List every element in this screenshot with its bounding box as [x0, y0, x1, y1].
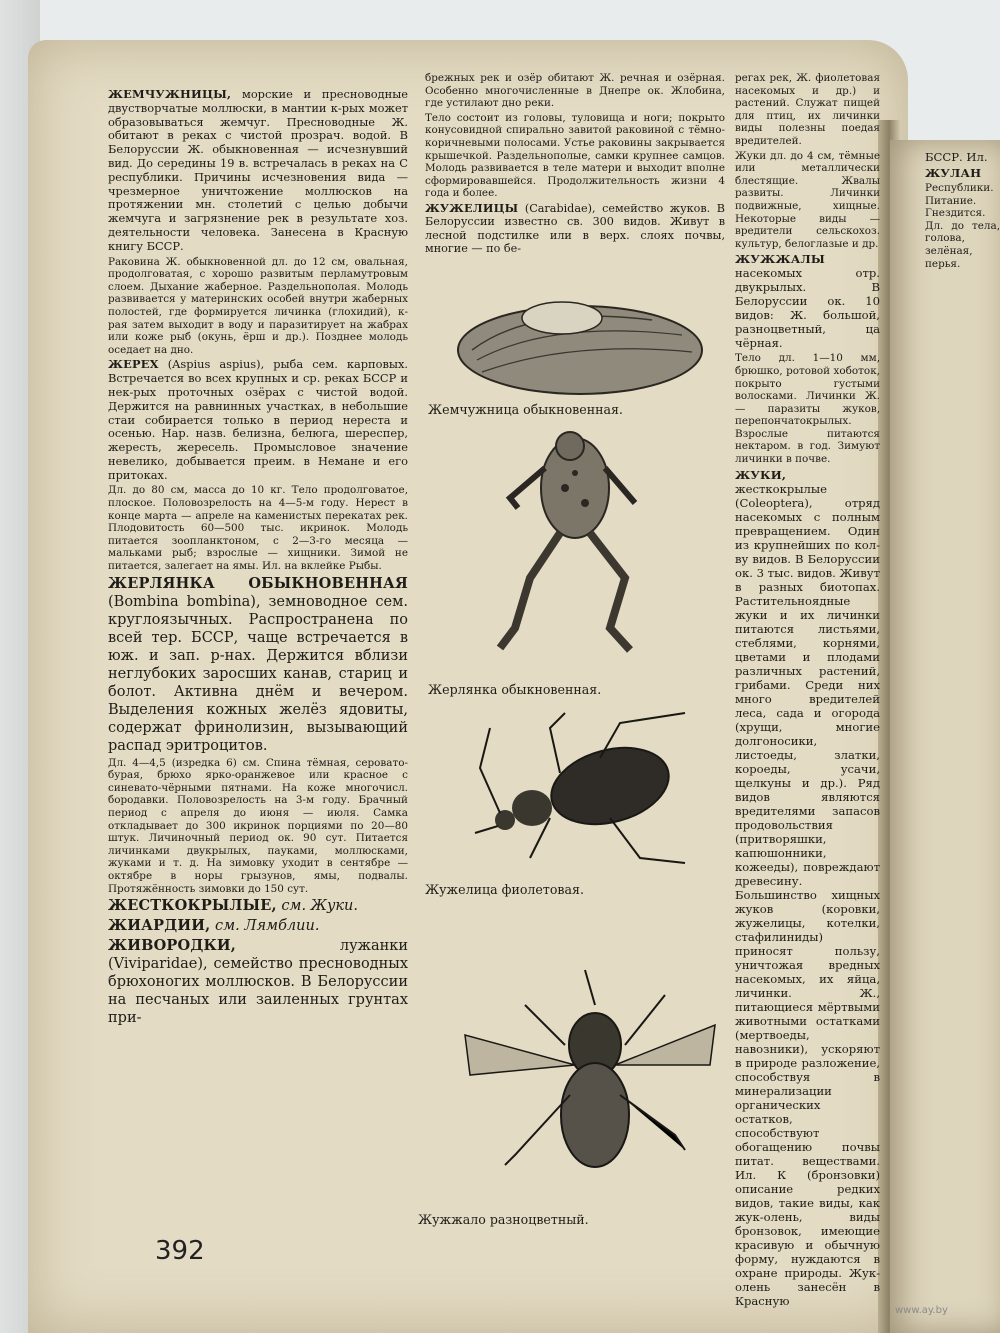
entry-zhestkokrylye — [108, 897, 408, 915]
bee-fly-illustration — [455, 965, 725, 1185]
caption-toad: Жерлянка обыкновенная. — [428, 682, 602, 697]
entry-zhiardii — [108, 917, 408, 935]
watermark: www.ay.by — [895, 1305, 948, 1316]
headword: ЖЕСТКОКРЫЛЫЕ, — [108, 897, 277, 915]
facing-headword: ЖУЛАН — [925, 166, 982, 180]
entry-zhuzhzhaly — [735, 252, 880, 350]
entry-detail: Раковина Ж. обыкновенной дл. до 12 см, овальная, продолговатая, с хорошо развитым перламутровым слоем. Дыхание жаберное. Раздельнополая. Молодь развивается у материнских особей внутри жаберных полостей, где формируется личинка (глохидий), к-рая затем выходит в воду и паразитирует на жабрах или коже рыб (окунь, ёрш и др.). Позднее молодь оседает на дно. — [108, 255, 408, 356]
headword: ЖИВОРОДКИ, — [108, 937, 236, 955]
caption-shell: Жемчужница обыкновенная. — [428, 402, 623, 417]
entry-zherekh — [108, 358, 408, 482]
entry-continuation: регах рек, Ж. фиолетовая насекомых и др.) и растений. Служат пищей для птиц, их личинки виды полезны поедая вредителей. — [735, 72, 880, 147]
column-4 — [925, 150, 1000, 272]
mussel-shell-illustration — [452, 290, 712, 400]
entry-detail: Тело дл. 1—10 мм, брюшко, ротовой хоботок, покрыто густыми волосками. Личинки Ж. — паразиты жуков, перепончатокрылых. Взрослые питаются нектаром. в год. Зимуют личинки в почве. — [735, 352, 880, 466]
page-number: 392 — [155, 1236, 205, 1266]
ground-beetle-illustration — [470, 708, 700, 868]
headword: ЖУКИ, — [735, 467, 787, 482]
entry-text: жесткокрылые (Coleoptera), отряд насекомых с полным превращением. Один из крупнейших по кол-ву видов. В Белоруссии ок. 3 тыс. видов. Живут в разных биотопах. Растительноядные жуки и их личинки питаются листьями, стеблями, корнями, цветами и плодами различных растений, грибами. Среди них много вредителей леса, сада и огорода (хрущи, многие долгоносики, листоеды, златки, короеды, усачи, щелкуны и др.). Ряд видов являются вредителями запасов продовольствия (притворяшки, капюшонники, кожееды), повреждают древесину. Большинство хищных жуков (коровки, жужелицы, котелки, стафилиниды) приносят пользу, уничтожая вредных насекомых, их яйца, личинки. Ж., питающиеся мёртвыми животными остатками (мертвоеды, навозники), ускоряют в природе разложение, способствуя в минерализации органических остатков, способствуют обогащению почвы питат. веществами. Ил. К (бронзовки) описание редких видов, такие виды, как жук-олень, виды бронзовок, имеющие красивую и обычную форму, нуждаются в охране природы. Жук-олень занесён в Красную — [735, 481, 880, 1308]
entry-zhivorodki — [108, 937, 408, 1027]
facing-text: БССР. Ил. — [925, 150, 988, 164]
entry-detail: Тело состоит из головы, туловища и ноги; покрыто конусовидной спирально завитой раковиной с тёмно-коричневыми полосами. Устье раковины закрывается крышечкой. Раздельнополые, самки крупнее самцов. Молодь развивается в теле матери и выходит вполне сформировавшейся. Продолжительность жизни 4 года и более. — [425, 111, 725, 200]
column-2 — [425, 72, 725, 258]
entry-text: см. Лямблии. — [215, 918, 320, 935]
facing-text: Республики. Питание. Гнездится. Дл. до тела, голова, зелёная, перья. — [925, 182, 1000, 270]
headword: ЖУЖЖАЛЫ — [735, 252, 826, 267]
headword: ЖИАРДИИ, — [108, 917, 211, 935]
column-3 — [735, 72, 880, 1310]
entry-text: (Aspius aspius), рыба сем. карповых. Встречается во всех крупных и ср. реках БССР и нек-рых проточных озёрах с чистой водой. Держится на равнинных участках, в небольшие стаи собирается только в период нереста и осенью. Нар. назв. белизна, белюга, шереспер, жересть, жересель. Промысловое значение невелико, добывается преим. в Немане и его притоках. — [108, 357, 408, 482]
entry-text: морские и пресноводные двустворчатые моллюски, в мантии к-рых может образовываться жемчуг. Пресноводные Ж. обитают в реках с чистой прозрач. водой. В Белоруссии Ж. обыкновенная — исчезнувший вид. До середины 19 в. встречалась в реках на С республики. Причины исчезновения вида — чрезмерное уничтожение моллюсков на протяжении мн. столетий с целью добычи жемчуга и загрязнение рек в результате хоз. деятельности человека. Занесена в Красную книгу БССР. — [108, 87, 409, 253]
entry-zhemchuzhnitsy — [108, 88, 408, 254]
entry-detail: Жуки дл. до 4 см, тёмные или металлически блестящие. Жвалы развиты. Личинки подвижные, хищные. Некоторые виды — вредители сельскохоз. культур, белоглазые и др. — [735, 149, 880, 250]
entry-zhuki — [735, 468, 880, 1308]
entry-text: насекомых отр. двукрылых. В Белоруссии ок. 10 видов: Ж. большой, разноцветный, ца чёрная. — [735, 266, 880, 351]
caption-fly: Жужжало разноцветный. — [418, 1212, 589, 1227]
headword: ЖЕМЧУЖНИЦЫ, — [108, 87, 232, 101]
toad-illustration — [490, 428, 650, 658]
entry-text: лужанки (Viviparidae), семейство пресноводных брюхоногих моллюсков. В Белоруссии на песчаных или заиленных грунтах при- — [108, 938, 408, 1027]
entry-text: (Carabidae), семейство жуков. В Белоруссии известно св. 300 видов. Живут в лесной подстилке или в верх. слоях почвы, многие — по бе- — [425, 201, 725, 256]
entry-zherlyanka — [108, 575, 408, 755]
entry-text: см. Жуки. — [281, 898, 358, 915]
entry-zhuzhelitsy — [425, 202, 725, 256]
entry-detail: Дл. до 80 см, масса до 10 кг. Тело продолговатое, плоское. Половозрелость на 4—5-м году. Нерест в конце марта — апреле на каменистых перекатах рек. Плодовитость 60—500 тыс. икринок. Молодь питается зоопланктоном, с 2—3-го месяца — мальками рыб; взрослые — хищники. Зимой не питается, залегает на ямы. Ил. на вклейке Рыбы. — [108, 484, 408, 573]
entry-text: (Bombina bombina), земноводное сем. круглоязычных. Распространена по всей тер. БССР, чаще встречается в юж. и зап. р-нах. Держится вблизи неглубоких заросших канав, стариц и болот. Активна днём и вечером. Выделения кожных желёз ядовиты, содержат фринолизин, вызывающий распад эритроцитов. — [108, 593, 408, 754]
entry-detail: Дл. 4—4,5 (изредка 6) см. Спина тёмная, серовато-бурая, брюхо ярко-оранжевое или красное с синевато-чёрными пятнами. На коже многочисл. бородавки. Половозрелость на 3-м году. Брачный период с апреля до июня — июля. Самка откладывает до 300 икринок порциями по 20—80 штук. Личиночный период ок. 90 сут. Питается личинками двукрылых, пауками, моллюсками, жуками и т. д. На зимовку уходит в сентябре — октябре в норы грызунов, ямы, подвалы. Протяжённость зимовки до 150 сут. — [108, 756, 408, 895]
facing-page — [890, 140, 1000, 1333]
headword: ЖЕРЕХ — [108, 357, 159, 372]
headword: ЖУЖЕЛИЦЫ — [425, 200, 519, 215]
caption-beetle: Жужелица фиолетовая. — [425, 882, 584, 897]
headword: ЖЕРЛЯНКА ОБЫКНОВЕННАЯ — [108, 574, 408, 592]
entry-continuation: брежных рек и озёр обитают Ж. речная и озёрная. Особенно многочисленные в Днепре ок. Жлобина, где устилают дно реки. — [425, 72, 725, 110]
column-1 — [108, 88, 408, 1029]
